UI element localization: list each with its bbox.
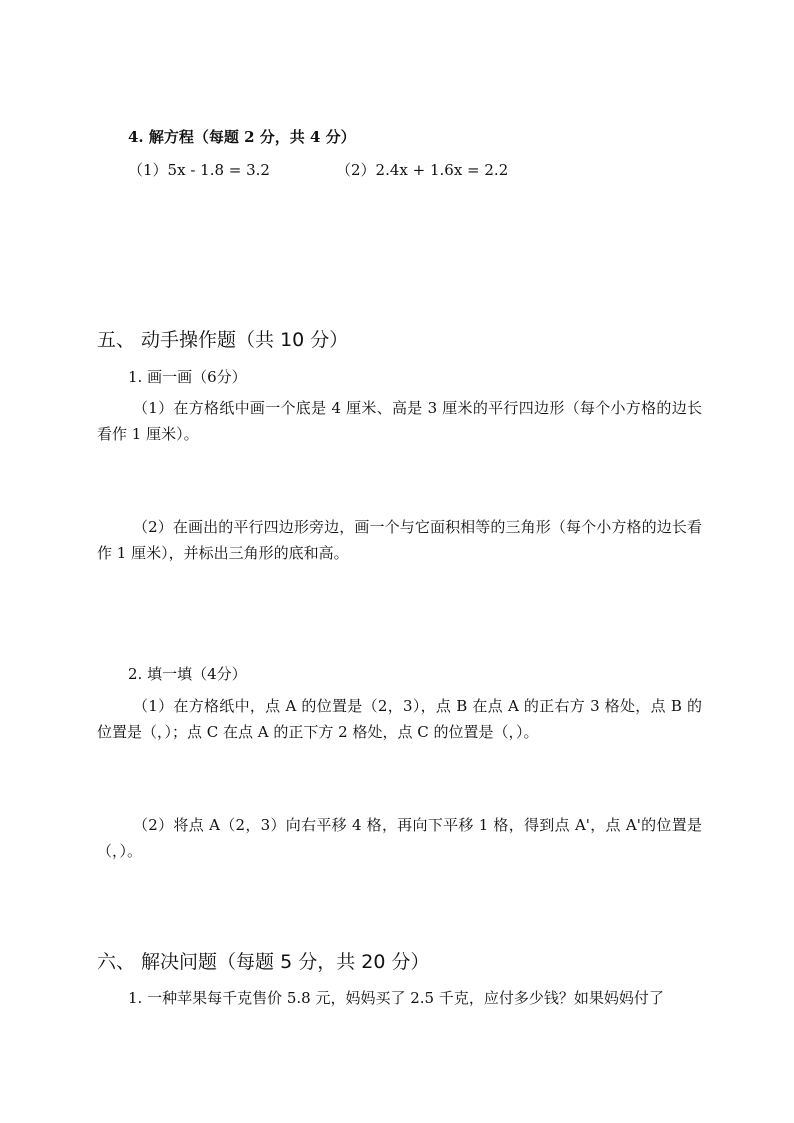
item-2-para-1: （1）在方格纸中，点 A 的位置是（2，3），点 B 在点 A 的正右方 3 格处，点 B 的位置是（，）；点 C 在点 A 的正下方 2 格处，点 C 的位置是（，）。 <box>97 697 702 741</box>
item-1-title: 1. 画一画（6分） <box>128 368 247 386</box>
equation-2: （2）2.4x + 1.6x = 2.2 <box>336 161 509 179</box>
section-6-title: 六、 解决问题（每题 5 分，共 20 分） <box>97 951 430 973</box>
item-1-para-1: （1）在方格纸中画一个底是 4 厘米、高是 3 厘米的平行四边形（每个小方格的边长看作 1 厘米）。 <box>97 399 702 443</box>
item-2-title: 2. 填一填（4分） <box>128 665 247 683</box>
section-5-title: 五、 动手操作题（共 10 分） <box>97 329 349 351</box>
item-1-para-2: （2）在画出的平行四边形旁边，画一个与它面积相等的三角形（每个小方格的边长看作 1 厘米），并标出三角形的底和高。 <box>97 518 702 562</box>
item-2-para-2: （2）将点 A（2，3）向右平移 4 格，再向下平移 1 格，得到点 A'，点 A'的位置是（，）。 <box>97 816 702 860</box>
equation-1: （1）5x - 1.8 = 3.2 <box>128 161 270 179</box>
q4-title: 4. 解方程（每题 2 分，共 4 分） <box>128 128 356 146</box>
problem-1: 1. 一种苹果每千克售价 5.8 元，妈妈买了 2.5 千克，应付多少钱？如果妈妈付了 <box>128 989 664 1007</box>
